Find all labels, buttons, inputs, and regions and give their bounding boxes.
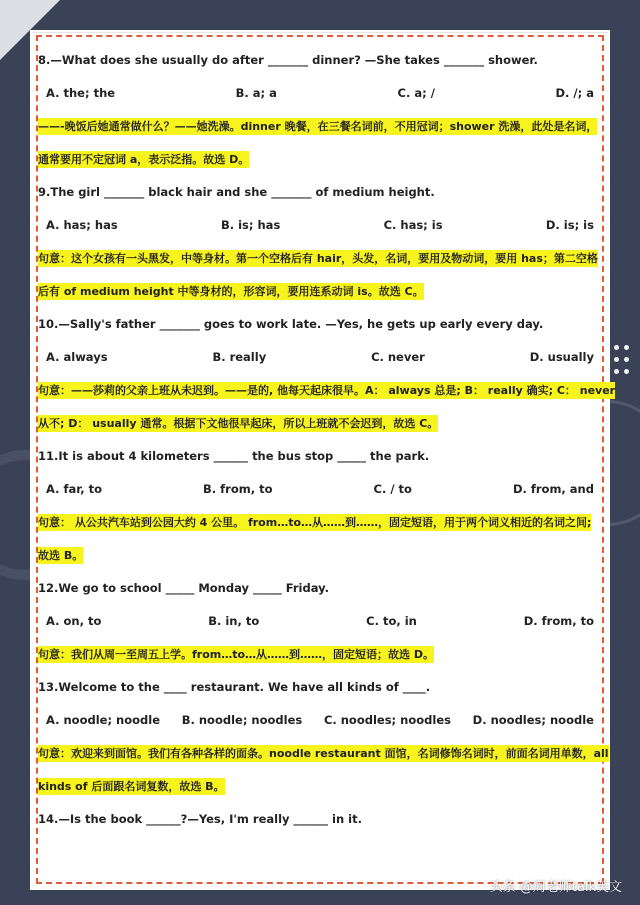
explanation-line	[38, 638, 598, 671]
answer-option: D. from, and	[512, 482, 594, 496]
highlighted-explanation-text: 后有 of medium height 中等身材的，形容词，要用连系动词 is。故选 C。	[38, 285, 424, 298]
answer-option: A. far, to	[46, 482, 103, 496]
answer-option: B. noodle; noodles	[181, 713, 303, 727]
highlighted-explanation-text: 句意：——莎莉的父亲上班从未迟到。——是的, 他每天起床很早。A： always 总是; B： really 确实; C： never	[38, 384, 616, 397]
question-block	[38, 308, 616, 440]
question-text: 8.—What does she usually do after _______ dinner? —She takes _______ shower.	[38, 53, 538, 67]
question-block	[38, 176, 598, 308]
explanation	[38, 110, 598, 176]
explanation	[38, 638, 598, 671]
highlighted-explanation-text: kinds of 后面跟名词复数，故选 B。	[38, 780, 225, 793]
explanation-line	[38, 407, 598, 440]
answer-option: C. has; is	[383, 218, 443, 232]
answer-option: D. usually	[529, 350, 594, 364]
answer-option: A. the; the	[46, 86, 116, 100]
highlighted-explanation-text: 故选 B。	[38, 549, 84, 562]
explanation	[38, 242, 598, 308]
answer-options	[38, 341, 598, 374]
question-block	[38, 803, 598, 836]
question-text: 13.Welcome to the ____ restaurant. We have all kinds of ____.	[38, 680, 431, 694]
explanation	[38, 506, 598, 572]
answer-option: D. /; a	[555, 86, 594, 100]
highlighted-explanation-text: ——-晚饭后她通常做什么？——她洗澡。dinner 晚餐，在三餐名词前，不用冠词；shower 洗澡，此处是名词，	[38, 120, 598, 133]
explanation-line	[38, 539, 598, 572]
question-block	[38, 440, 598, 572]
answer-option: C. never	[371, 350, 425, 364]
answer-option: A. always	[46, 350, 108, 364]
explanation-line	[38, 737, 609, 770]
answer-option: D. is; is	[545, 218, 594, 232]
highlighted-explanation-text: 句意：我们从周一至周五上学。from…to…从……到……，固定短语；故选 D。	[38, 648, 435, 661]
answer-options	[38, 209, 598, 242]
watermark-text: 头条 @周老师talk英文	[489, 880, 622, 895]
explanation-line	[38, 506, 598, 539]
explanation-line	[38, 143, 598, 176]
question-list	[38, 44, 616, 836]
answer-option: D. noodles; noodle	[472, 713, 594, 727]
answer-option: C. / to	[373, 482, 412, 496]
question-block	[38, 572, 598, 671]
highlighted-explanation-text: 句意： 从公共汽车站到公园大约 4 公里。 from…to…从……到……，固定短语，用于两个词义相近的名词之间;	[38, 516, 592, 529]
answer-option: C. noodles; noodles	[323, 713, 451, 727]
answer-option: C. a; /	[397, 86, 435, 100]
answer-option: B. in, to	[208, 614, 260, 628]
highlighted-explanation-text: 通常要用不定冠词 a，表示泛指。故选 D。	[38, 153, 250, 166]
answer-option: B. a; a	[235, 86, 277, 100]
explanation-line	[38, 110, 598, 143]
answer-option: D. from, to	[523, 614, 594, 628]
answer-option: C. to, in	[366, 614, 417, 628]
question-text: 12.We go to school _____ Monday _____ Friday.	[38, 581, 329, 595]
highlighted-explanation-text: 句意：欢迎来到面馆。我们有各种各样的面条。noodle restaurant 面馆，名词修饰名词时，前面名词用单数，all	[38, 747, 609, 760]
question-block	[38, 671, 609, 803]
question-text: 10.—Sally's father _______ goes to work late. —Yes, he gets up early every day.	[38, 317, 544, 331]
explanation-line	[38, 374, 616, 407]
answer-option: A. noodle; noodle	[46, 713, 161, 727]
explanation	[38, 737, 609, 803]
answer-options	[38, 77, 598, 110]
question-text: 9.The girl _______ black hair and she _______ of medium height.	[38, 185, 435, 199]
explanation-line	[38, 242, 598, 275]
answer-options	[38, 704, 598, 737]
question-text: 11.It is about 4 kilometers ______ the bus stop _____ the park.	[38, 449, 430, 463]
answer-option: B. is; has	[220, 218, 281, 232]
explanation-line	[38, 770, 598, 803]
worksheet-page	[30, 30, 616, 890]
question-text: 14.—Is the book ______?—Yes, I'm really ______ in it.	[38, 812, 362, 826]
answer-option: B. from, to	[203, 482, 273, 496]
answer-option: B. really	[212, 350, 267, 364]
answer-options	[38, 605, 598, 638]
explanation-line	[38, 275, 598, 308]
page-top-rule	[32, 32, 608, 33]
answer-option: A. on, to	[46, 614, 102, 628]
question-block	[38, 44, 598, 176]
answer-option: A. has; has	[46, 218, 118, 232]
highlighted-explanation-text: 句意：这个女孩有一头黑发，中等身材。第一个空格后有 hair，头发，名词，要用及物动词，要用 has；第二空格	[38, 252, 598, 265]
highlighted-explanation-text: 从不; D： usually 通常。根据下文他很早起床，所以上班就不会迟到，故选 C。	[38, 417, 439, 430]
answer-options	[38, 473, 598, 506]
explanation	[38, 374, 616, 440]
